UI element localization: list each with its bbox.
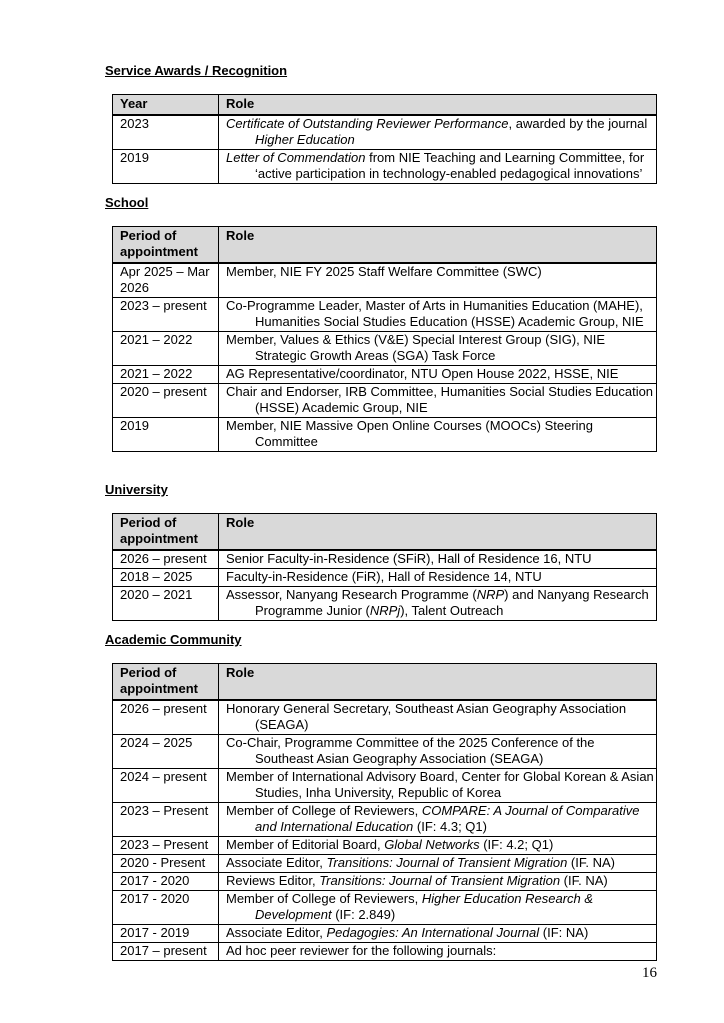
table-row <box>113 803 657 837</box>
table-body <box>113 263 657 452</box>
table-row <box>113 735 657 769</box>
cv-section <box>105 195 657 452</box>
appointments-table <box>112 94 657 184</box>
table-row <box>113 366 657 384</box>
period-cell: Apr 2025 – Mar 2026 <box>113 263 219 298</box>
cv-section <box>105 482 657 621</box>
journal-title-italic: COMPARE: A Journal of Comparative and International Education <box>255 803 640 834</box>
role-text: AG Representative/coordinator, NTU Open House 2022, HSSE, NIE <box>226 366 619 381</box>
role-text: ) and Nanyang Research Programme Junior ( <box>255 587 649 618</box>
table-header-row <box>113 227 657 264</box>
cv-section <box>105 63 657 184</box>
role-cell <box>219 735 657 769</box>
journal-title-italic: NRP <box>476 587 505 602</box>
role-text: Member, NIE Massive Open Online Courses (MOOCs) Steering Committee <box>226 418 594 449</box>
period-cell: 2021 – 2022 <box>113 366 219 384</box>
role-cell <box>219 366 657 384</box>
cv-section <box>105 632 657 961</box>
appointments-table <box>112 226 657 452</box>
table-row <box>113 298 657 332</box>
page-number: 16 <box>642 965 657 981</box>
role-cell <box>219 925 657 943</box>
column-header-role: Role <box>219 514 657 551</box>
period-cell: 2019 <box>113 150 219 184</box>
table-header-row <box>113 514 657 551</box>
period-cell: 2023 – Present <box>113 803 219 837</box>
table-row <box>113 332 657 366</box>
table-header-row <box>113 95 657 116</box>
role-cell <box>219 803 657 837</box>
period-cell: 2024 – present <box>113 769 219 803</box>
column-header-role: Role <box>219 227 657 264</box>
role-cell <box>219 150 657 184</box>
role-text: Member, Values & Ethics (V&E) Special Interest Group (SIG), NIE Strategic Growth Areas (SGA) Task Force <box>226 332 606 363</box>
table-row <box>113 700 657 735</box>
role-text: (IF. NA) <box>560 873 608 888</box>
role-cell <box>219 587 657 621</box>
table-row <box>113 418 657 452</box>
appointments-table <box>112 513 657 621</box>
journal-title-italic: NRPj <box>369 603 401 618</box>
role-text: Member of College of Reviewers, <box>226 891 422 906</box>
role-text: Senior Faculty-in-Residence (SFiR), Hall of Residence 16, NTU <box>226 551 592 566</box>
table-row <box>113 769 657 803</box>
role-cell <box>219 769 657 803</box>
role-cell <box>219 418 657 452</box>
role-text: Faculty-in-Residence (FiR), Hall of Residence 14, NTU <box>226 569 542 584</box>
period-cell: 2020 – 2021 <box>113 587 219 621</box>
period-cell: 2017 – present <box>113 943 219 961</box>
period-cell: 2017 - 2020 <box>113 891 219 925</box>
journal-title-italic: Pedagogies: An International Journal <box>326 925 540 940</box>
period-cell: 2018 – 2025 <box>113 569 219 587</box>
role-cell <box>219 263 657 298</box>
section-heading: School <box>105 195 149 210</box>
role-text: Reviews Editor, <box>226 873 320 888</box>
table-body <box>113 550 657 621</box>
role-text: Co-Programme Leader, Master of Arts in Humanities Education (MAHE), Humanities Social Studies Education (HSSE) Academic Group, NIE <box>226 298 644 329</box>
period-cell: 2021 – 2022 <box>113 332 219 366</box>
role-text: Co-Chair, Programme Committee of the 2025 Conference of the Southeast Asian Geography Association (SEAGA) <box>226 735 595 766</box>
period-cell: 2023 <box>113 115 219 150</box>
table-row <box>113 587 657 621</box>
role-cell <box>219 569 657 587</box>
column-header-period: Period of appointment <box>113 514 219 551</box>
period-cell: 2020 – present <box>113 384 219 418</box>
role-text: (IF. NA) <box>567 855 615 870</box>
role-text: (IF: 4.2; Q1) <box>479 837 554 852</box>
period-cell: 2017 - 2020 <box>113 873 219 891</box>
role-cell <box>219 873 657 891</box>
table-row <box>113 384 657 418</box>
table-row <box>113 943 657 961</box>
period-cell: 2026 – present <box>113 550 219 569</box>
journal-title-italic: Global Networks <box>384 837 480 852</box>
section-heading: University <box>105 482 168 497</box>
period-cell: 2020 - Present <box>113 855 219 873</box>
role-cell <box>219 298 657 332</box>
period-cell: 2019 <box>113 418 219 452</box>
role-text: Associate Editor, <box>226 925 327 940</box>
role-text: ), Talent Outreach <box>400 603 504 618</box>
role-text: Member of College of Reviewers, <box>226 803 422 818</box>
role-text: Member of Editorial Board, <box>226 837 385 852</box>
section-heading: Service Awards / Recognition <box>105 63 288 78</box>
period-cell: 2026 – present <box>113 700 219 735</box>
role-cell <box>219 891 657 925</box>
table-row <box>113 150 657 184</box>
period-cell: 2023 – Present <box>113 837 219 855</box>
column-header-role: Role <box>219 95 657 116</box>
journal-title-italic: Transitions: Journal of Transient Migration <box>326 855 568 870</box>
column-header-period: Period of appointment <box>113 664 219 701</box>
role-text: , awarded by the journal <box>508 116 648 131</box>
appointments-table <box>112 663 657 961</box>
sections-container <box>105 63 657 961</box>
table-row <box>113 925 657 943</box>
section-heading: Academic Community <box>105 632 242 647</box>
column-header-role: Role <box>219 664 657 701</box>
role-text: (IF: 2.849) <box>331 907 396 922</box>
journal-title-italic: Letter of Commendation <box>226 150 366 165</box>
journal-title-italic: Higher Education Research & Development <box>255 891 594 922</box>
table-body <box>113 115 657 184</box>
column-header-period: Year <box>113 95 219 116</box>
role-text: Honorary General Secretary, Southeast Asian Geography Association (SEAGA) <box>226 701 627 732</box>
role-text: Ad hoc peer reviewer for the following journals: <box>226 943 497 958</box>
table-row <box>113 569 657 587</box>
table-row <box>113 873 657 891</box>
table-header-row <box>113 664 657 701</box>
role-text: (IF: 4.3; Q1) <box>413 819 487 834</box>
table-row <box>113 115 657 150</box>
role-cell <box>219 115 657 150</box>
table-row <box>113 263 657 298</box>
table-row <box>113 891 657 925</box>
role-text: Member of International Advisory Board, Center for Global Korean & Asian Studies, Inha University, Republic of Korea <box>226 769 654 800</box>
table-row <box>113 550 657 569</box>
role-text: Associate Editor, <box>226 855 327 870</box>
role-cell <box>219 384 657 418</box>
column-header-period: Period of appointment <box>113 227 219 264</box>
role-text: Chair and Endorser, IRB Committee, Humanities Social Studies Education (HSSE) Academic Group, NIE <box>226 384 654 415</box>
period-cell: 2017 - 2019 <box>113 925 219 943</box>
role-cell <box>219 943 657 961</box>
role-cell <box>219 332 657 366</box>
period-cell: 2024 – 2025 <box>113 735 219 769</box>
table-row <box>113 855 657 873</box>
role-cell <box>219 550 657 569</box>
role-text: Assessor, Nanyang Research Programme ( <box>226 587 477 602</box>
period-cell: 2023 – present <box>113 298 219 332</box>
role-cell <box>219 855 657 873</box>
table-row <box>113 837 657 855</box>
table-body <box>113 700 657 961</box>
role-cell <box>219 837 657 855</box>
role-text: (IF: NA) <box>539 925 589 940</box>
role-text: Member, NIE FY 2025 Staff Welfare Committee (SWC) <box>226 264 542 279</box>
journal-title-italic: Higher Education <box>255 132 355 147</box>
role-text: from NIE Teaching and Learning Committee, for ‘active participation in technology-enabled pedagogical innovations’ <box>255 150 645 181</box>
journal-title-italic: Certificate of Outstanding Reviewer Performance <box>226 116 509 131</box>
role-cell <box>219 700 657 735</box>
journal-title-italic: Transitions: Journal of Transient Migration <box>319 873 561 888</box>
